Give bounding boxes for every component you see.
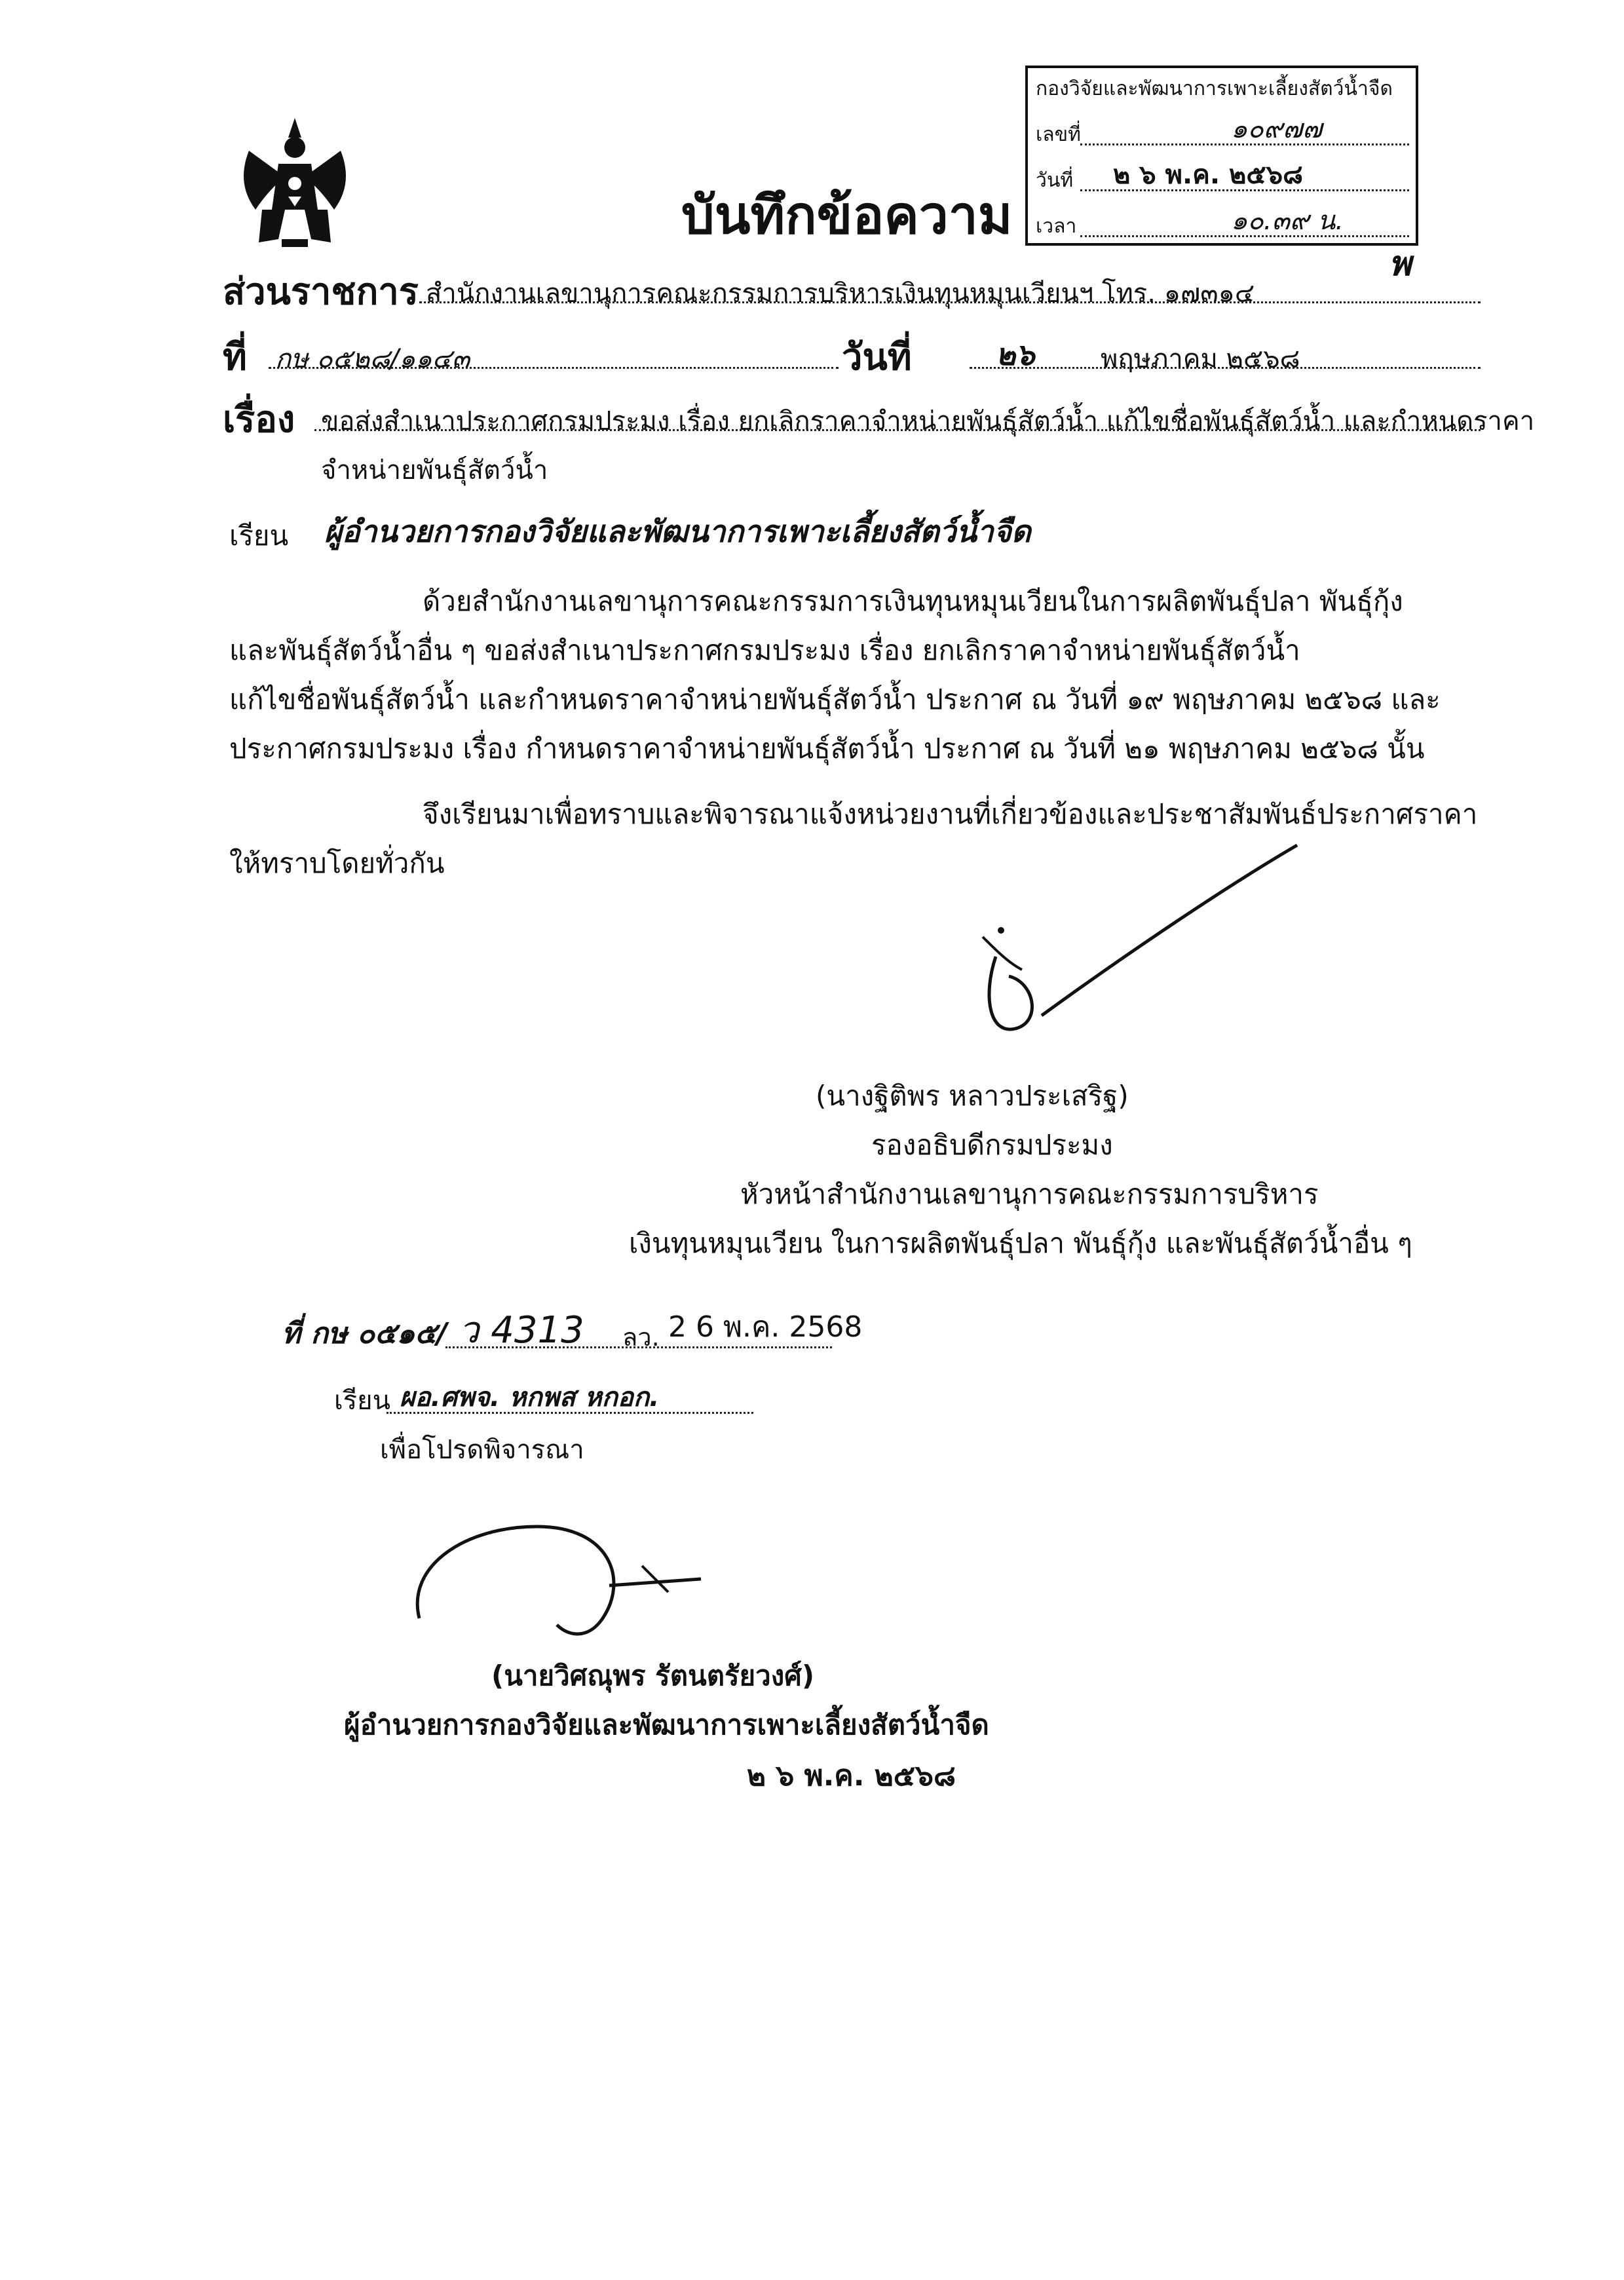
endorse-ref-label: ที่ กษ ๐๕๑๕/	[282, 1317, 447, 1350]
body-p2-line-1: จึงเรียนมาเพื่อทราบและพิจารณาแจ้งหน่วยงานที่เกี่ยวข้องและประชาสัมพันธ์ประกาศราคา	[423, 798, 1478, 830]
stamp-time-label: เวลา	[1036, 215, 1077, 238]
stamp-initial: พ	[1389, 244, 1412, 284]
subject-line-1: ขอส่งสำเนาประกาศกรมประมง เรื่อง ยกเลิกราคาจำหน่ายพันธุ์สัตว์น้ำ แก้ไขชื่อพันธุ์สัตว์น้ำ และกำหนดราคา	[321, 406, 1535, 436]
stamp-date-label: วันที่	[1036, 169, 1074, 192]
subject-label: เรื่อง	[223, 398, 295, 441]
stamp-date-value: ๒ ๖ พ.ค. ๒๕๖๘	[1113, 160, 1303, 190]
endorse-date: ๒ ๖ พ.ค. ๒๕๖๘	[747, 1759, 956, 1793]
date-day: ๒๖	[996, 337, 1035, 372]
garuda-emblem-icon	[223, 111, 367, 256]
to-label: เรียน	[229, 520, 289, 552]
body-p1-line-4: ประกาศกรมประมง เรื่อง กำหนดราคาจำหน่ายพันธุ์สัตว์น้ำ ประกาศ ณ วันที่ ๒๑ พฤษภาคม ๒๕๖๘ นั้น	[229, 732, 1425, 765]
stamp-org: กองวิจัยและพัฒนาการเพาะเลี้ยงสัตว์น้ำจืด	[1036, 77, 1393, 100]
endorse-position: ผู้อำนวยการกองวิจัยและพัฒนาการเพาะเลี้ยงสัตว์น้ำจืด	[344, 1709, 989, 1741]
body-p1-line-3: แก้ไขชื่อพันธุ์สัตว์น้ำ และกำหนดราคาจำหน่ายพันธุ์สัตว์น้ำ ประกาศ ณ วันที่ ๑๙ พฤษภาคม ๒๕๖๘ และ	[229, 683, 1441, 715]
stamp-no-label: เลขที่	[1036, 123, 1081, 146]
subject-line-2: จำหน่ายพันธุ์สัตว์น้ำ	[321, 455, 548, 485]
endorse-date-value: 2 6 พ.ค. 2568	[668, 1310, 863, 1344]
signer1-title-1: รองอธิบดีกรมประมง	[871, 1129, 1113, 1161]
signer1-title-2: หัวหน้าสำนักงานเลขานุการคณะกรรมการบริหาร	[740, 1178, 1319, 1210]
ref-label: ที่	[223, 336, 247, 379]
signature-1	[943, 839, 1310, 1048]
body-p1-line-2: และพันธุ์สัตว์น้ำอื่น ๆ ขอส่งสำเนาประกาศกรมประมง เรื่อง ยกเลิกราคาจำหน่ายพันธุ์สัตว์น้ำ	[229, 634, 1300, 666]
signature-2	[393, 1487, 760, 1644]
date-label: วันที่	[842, 336, 912, 379]
ref-value: กษ ๐๕๒๘/๑๑๔๓	[275, 344, 470, 374]
agency-label: ส่วนราชการ	[223, 271, 419, 313]
endorse-purpose: เพื่อโปรดพิจารณา	[380, 1435, 584, 1465]
endorse-ref-value: ว 4313	[459, 1309, 584, 1352]
body-p1-line-1: ด้วยสำนักงานเลขานุการคณะกรรมการเงินทุนหมุนเวียนในการผลิตพันธุ์ปลา พันธุ์กุ้ง	[423, 585, 1403, 617]
signer1-title-3: เงินทุนหมุนเวียน ในการผลิตพันธุ์ปลา พันธุ์กุ้ง และพันธุ์สัตว์น้ำอื่น ๆ	[629, 1227, 1412, 1259]
endorse-date-label: ลว.	[622, 1323, 660, 1352]
page-title: บันทึกข้อความ	[681, 185, 1013, 246]
signer1-name: (นางฐิติพร หลาวประเสริฐ)	[816, 1080, 1129, 1112]
stamp-no-value: ๑๐๙๗๗	[1231, 114, 1323, 144]
body-p2-line-2: ให้ทราบโดยทั่วกัน	[229, 847, 445, 879]
endorse-to-value: ผอ.ศพจ. หกพส หกอก.	[400, 1382, 660, 1413]
date-month-year: พฤษภาคม ๒๕๖๘	[1101, 344, 1300, 374]
endorse-to-label: เรียน	[334, 1386, 390, 1416]
receipt-stamp	[1025, 66, 1418, 246]
endorse-name: (นายวิศณุพร รัตนตรัยวงศ์)	[491, 1660, 815, 1692]
to-value: ผู้อำนวยการกองวิจัยและพัฒนาการเพาะเลี้ยงสัตว์น้ำจืด	[324, 514, 1031, 549]
agency-value: สำนักงานเลขานุการคณะกรรมการบริหารเงินทุนหมุนเวียนฯ โทร. ๑๗๓๑๔	[426, 278, 1255, 309]
stamp-time-value: ๑๐.๓๙ น.	[1231, 206, 1344, 236]
